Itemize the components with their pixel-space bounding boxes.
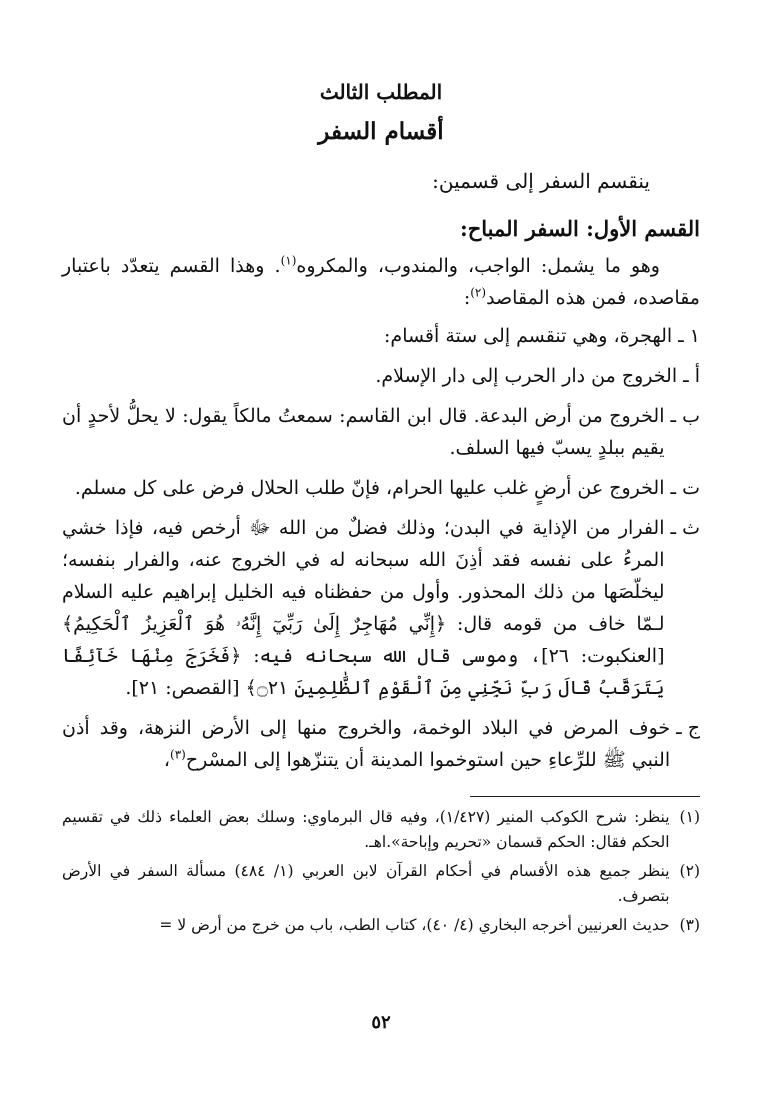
paragraph-text-b: . وهذا القسم يتعدّد باعتبار مقاصده، فمن هذه المقاصد <box>62 254 700 309</box>
footnote-2 <box>62 859 700 909</box>
paragraph-definition <box>62 250 700 314</box>
list-item <box>62 360 700 392</box>
list-item-tail: ، <box>163 748 170 771</box>
subheading-first-section: القسم الأول: السفر المباح: <box>459 215 700 241</box>
footnote-number: (٢) <box>679 861 700 880</box>
footnotes <box>62 805 700 938</box>
list-item-text: خوف المرض في البلاد الوخمة، والخروج منها إلى الأرض النزهة، وقد أذن النبي ﷺ للرِّعاءِ حين استوخموا المدينة أن يتنزّهوا إلى المسْرح <box>62 716 671 771</box>
list-marker: أ ـ <box>683 364 700 387</box>
footnote-number: (٣) <box>679 915 700 934</box>
paragraph-text-c: : <box>463 286 471 309</box>
list-marker: ج ـ <box>676 716 700 739</box>
chapter-title: المطلب الثالث <box>319 80 443 104</box>
list-item-text: الفرار من الإذاية في البدن؛ وذلك فضلٌ من الله ﷻ أرخص فيه، فإذا خشي المرءُ على نفسه فقد أذِنَ الله سبحانه له في الخروج عنه، والفرار بنفسه؛ ليخلّصَها من ذلك المحذور. وأول من حفظناه فيه الخليل إبراهيم عليه السلام لـمّا خاف من قومه قال: ﴿إِنِّي مُهَاجِرٌ إِلَىٰ رَبِّيٓ إِنَّهُۥ هُوَ ٱلْعَزِيزُ ٱلْحَكِيمُ﴾ [العنكبوت: ٢٦]، وموسى قال الله سبحانه فيه: ﴿فَخَرَجَ مِنْهَا خَآئِفًا يَتَرَقَّبُ قَالَ رَبِّ نَجِّنِي مِنَ ٱلْقَوْمِ ٱلظَّٰلِمِينَ ۝٢١﴾ [القصص: ٢١]. <box>62 516 665 699</box>
list-marker: ب ـ <box>670 404 700 427</box>
footnote-number: (١) <box>679 807 700 826</box>
footnote-ref-2[interactable]: (٢) <box>470 285 487 300</box>
list-item-text: الهجرة، وهي تنقسم إلى ستة أقسام: <box>384 324 673 347</box>
page-number: ٥٢ <box>371 1012 391 1033</box>
footnote-text: حديث العرنيين أخرجه البخاري (٤/ ٤٠)، كتاب الطب، باب من خرج من أرض لا = <box>159 915 670 934</box>
list-item <box>62 400 700 464</box>
book-page <box>62 80 700 1061</box>
list-item-text: الخروج من دار الحرب إلى دار الإسلام. <box>375 364 678 387</box>
footnote-3 <box>62 913 700 938</box>
list-item-text-wrapper <box>62 712 670 776</box>
list-item <box>62 472 700 504</box>
footnote-ref-1[interactable]: (١) <box>280 253 297 268</box>
list-marker: ث ـ <box>670 516 700 539</box>
paragraph-text-a: وهو ما يشمل: الواجب، والمندوب، والمكروه <box>296 254 660 277</box>
footnote-text: ينظر: شرح الكوكب المنير (١/٤٢٧)، وفيه قال البرماوي: وسلك بعض العلماء ذلك في تقسيم الحكم فقال: الحكم قسمان «تحريم وإباحة».اهـ. <box>62 807 670 851</box>
footnote-1 <box>62 805 700 855</box>
list-marker: ١ ـ <box>678 324 700 347</box>
footnote-ref-3[interactable]: (٣) <box>170 747 186 762</box>
list-item <box>62 712 700 776</box>
list-item-hijra <box>62 320 700 352</box>
footnote-divider <box>470 796 700 797</box>
list-marker: ت ـ <box>670 476 700 499</box>
list-item-text: الخروج عن أرضٍ غلب عليها الحرام، فإنّ طلب الحلال فرض على كل مسلم. <box>74 476 665 499</box>
footnote-text: ينظر جميع هذه الأقسام في أحكام القرآن لابن العربي (١/ ٤٨٤) مسألة السفر في الأرض بتصرف. <box>62 861 670 905</box>
section-title: أقسام السفر <box>318 118 444 145</box>
list-item-text: الخروج من أرض البدعة. قال ابن القاسم: سمعتُ مالكاً يقول: لا يحلُّ لأحدٍ أن يقيم ببلدٍ يسبّ فيها السلف. <box>62 404 665 459</box>
intro-line: ينقسم السفر إلى قسمين: <box>432 168 650 193</box>
list-item <box>62 512 700 704</box>
